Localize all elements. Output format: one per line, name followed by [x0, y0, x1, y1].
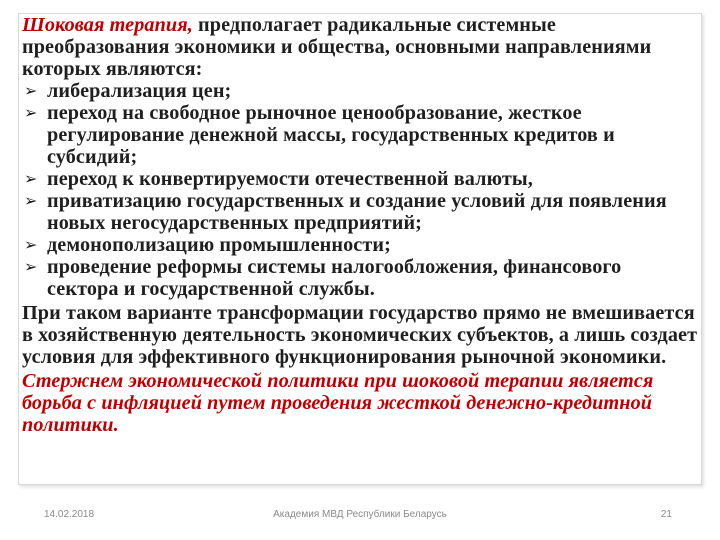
list-item	[22, 190, 698, 234]
intro-term: Шоковая терапия,	[22, 14, 193, 36]
bullet-text: приватизацию государственных и создание условий для появления новых негосударственных предприятий;	[47, 190, 667, 234]
list-item	[22, 256, 698, 300]
bullet-list	[22, 80, 698, 300]
arrow-bullet-icon: ➢	[24, 235, 38, 254]
arrow-bullet-icon: ➢	[24, 103, 38, 122]
footer-page-number: 21	[660, 509, 672, 520]
list-item	[22, 234, 698, 256]
intro-text: предполагает радикальные системные преобразования экономики и общества, основными направлениями которых являются:	[22, 14, 652, 80]
bullet-text: переход на свободное рыночное ценообразование, жесткое регулирование денежной массы, государственных кредитов и субсидий;	[47, 102, 615, 168]
bullet-text: проведение реформы системы налогообложения, финансового сектора и государственной службы.	[47, 256, 622, 300]
arrow-bullet-icon: ➢	[24, 257, 38, 276]
bullet-text: демонополизацию промышленности;	[47, 234, 391, 256]
arrow-bullet-icon: ➢	[24, 191, 38, 210]
list-item	[22, 80, 698, 102]
conclusion-paragraph: Стержнем экономической политики при шоковой терапии является борьба с инфляцией путем проведения жесткой денежно-кредитной политики.	[22, 370, 654, 436]
list-item	[22, 102, 698, 168]
intro-paragraph	[22, 14, 698, 80]
arrow-bullet-icon: ➢	[24, 81, 38, 100]
list-item	[22, 168, 698, 190]
transformation-paragraph: При таком варианте трансформации государство прямо не вмешивается в хозяйственную деятельность экономических субъектов, а лишь создает условия для эффективного функционирования рыночной экономики.	[22, 302, 698, 368]
slide-text	[22, 14, 698, 436]
bullet-text: либерализация цен;	[47, 80, 232, 102]
footer-date: 14.02.2018	[44, 509, 95, 520]
bullet-text: переход к конвертируемости отечественной валюты,	[47, 168, 533, 190]
footer-organization: Академия МВД Республики Беларусь	[273, 509, 447, 520]
arrow-bullet-icon: ➢	[24, 169, 38, 188]
